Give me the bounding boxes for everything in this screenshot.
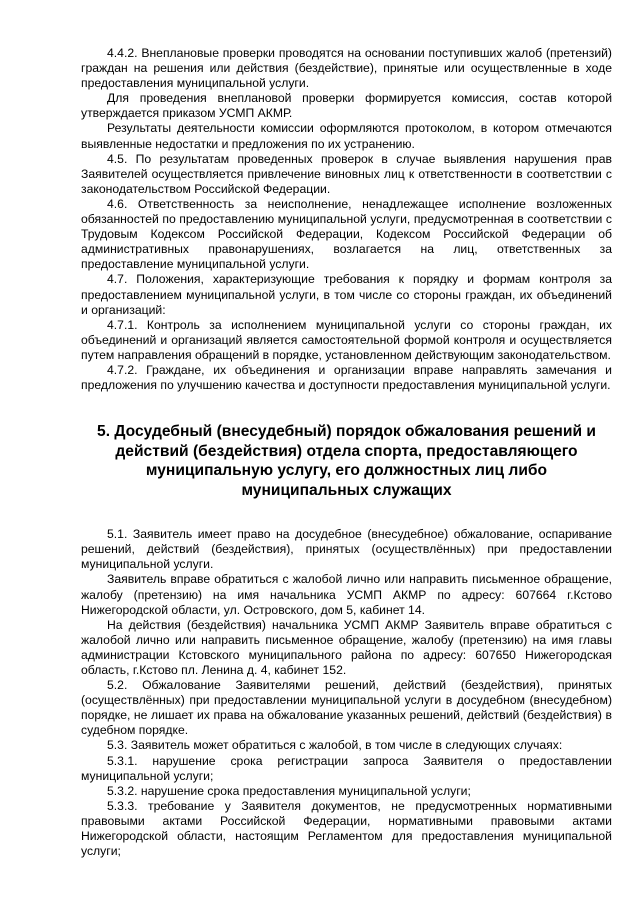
section-5-heading: 5. Досудебный (внесудебный) порядок обжалования решений и действий (бездействия) отдела спорта, предоставляющего муниципальную услугу, его должностных лиц либо муниципальных служащих <box>97 423 596 499</box>
paragraph-commission-results: Результаты деятельности комиссии оформляются протоколом, в котором отмечаются выявленные недостатки и предложения по их устранению. <box>81 121 612 151</box>
paragraph-5-3-2: 5.3.2. нарушение срока предоставления муниципальной услуги; <box>107 783 471 798</box>
paragraph-4-6: 4.6. Ответственность за неисполнение, ненадлежащее исполнение возложенных обязанностей по предоставлению муниципальной услуги, предусмотренная в соответствии с Трудовым Кодексом Российской Федерации, Кодексом Российской Федерации об административных правонарушениях, возлагается на лиц, ответственных за предоставление муниципальной услуги. <box>81 196 612 272</box>
paragraph-4-5: 4.5. По результатам проведенных проверок в случае выявления нарушения прав Заявителей осуществляется привлечение виновных лиц к ответственности в соответствии с законодательством Российской Федерации. <box>81 151 612 196</box>
paragraph-complaint-admin: На действия (бездействия) начальника УСМП АКМР Заявитель вправе обратиться с жалобой лично или направить письменное обращение, жалобу (претензию) на имя главы администрации Кстовского муниципального района по адресу: 607650 Нижегородская область, г.Кстово пл. Ленина д. 4, кабинет 152. <box>81 617 612 677</box>
paragraph-4-7-1: 4.7.1. Контроль за исполнением муниципальной услуги со стороны граждан, их объединений и организаций является самостоятельной формой контроля и осуществляется путем направления обращений в порядке, установленном действующим законодательством. <box>81 317 612 362</box>
paragraph-5-2: 5.2. Обжалование Заявителями решений, действий (бездействия), принятых (осуществлённых) при предоставлении муниципальной услуги в досудебном (внесудебном) порядке, не лишает их права на обжалование указанных решений, действий (бездействия) в судебном порядке. <box>81 678 612 738</box>
paragraph-4-7-2: 4.7.2. Граждане, их объединения и организации вправе направлять замечания и предложения по улучшению качества и доступности предоставления муниципальной услуги. <box>81 362 612 393</box>
paragraph-5-3-3: 5.3.3. требование у Заявителя документов, не предусмотренных нормативными правовыми актами Российской Федерации, нормативными правовыми актами Нижегородской области, настоящим Регламентом для предоставления муниципальной услуги; <box>81 798 612 859</box>
section-4-body <box>81 46 612 393</box>
paragraph-5-3-1: 5.3.1. нарушение срока регистрации запроса Заявителя о предоставлении муниципальной услуги; <box>81 753 612 783</box>
paragraph-complaint-head: Заявитель вправе обратиться с жалобой лично или направить письменное обращение, жалобу (претензию) на имя начальника УСМП АКМР по адресу: 607664 г.Кстово Нижегородской области, ул. Островского, дом 5, кабинет 14. <box>81 572 612 617</box>
section-5-body <box>81 527 612 859</box>
paragraph-5-1: 5.1. Заявитель имеет право на досудебное (внесудебное) обжалование, оспаривание решений, действий (бездействия), принятых (осуществлённых) при предоставлении муниципальной услуги. <box>81 527 612 572</box>
paragraph-commission: Для проведения внеплановой проверки формируется комиссия, состав которой утверждается приказом УСМП АКМР. <box>81 91 612 121</box>
paragraph-5-3: 5.3. Заявитель может обратиться с жалобой, в том числе в следующих случаях: <box>107 738 563 753</box>
paragraph-4-4-2: 4.4.2. Внеплановые проверки проводятся на основании поступивших жалоб (претензий) граждан на решения или действия (бездействие), принятые или осуществленные в ходе предоставления муниципальной услуги. <box>81 46 612 91</box>
paragraph-4-7: 4.7. Положения, характеризующие требования к порядку и формам контроля за предоставлением муниципальной услуги, в том числе со стороны граждан, их объединений и организаций: <box>81 272 612 317</box>
